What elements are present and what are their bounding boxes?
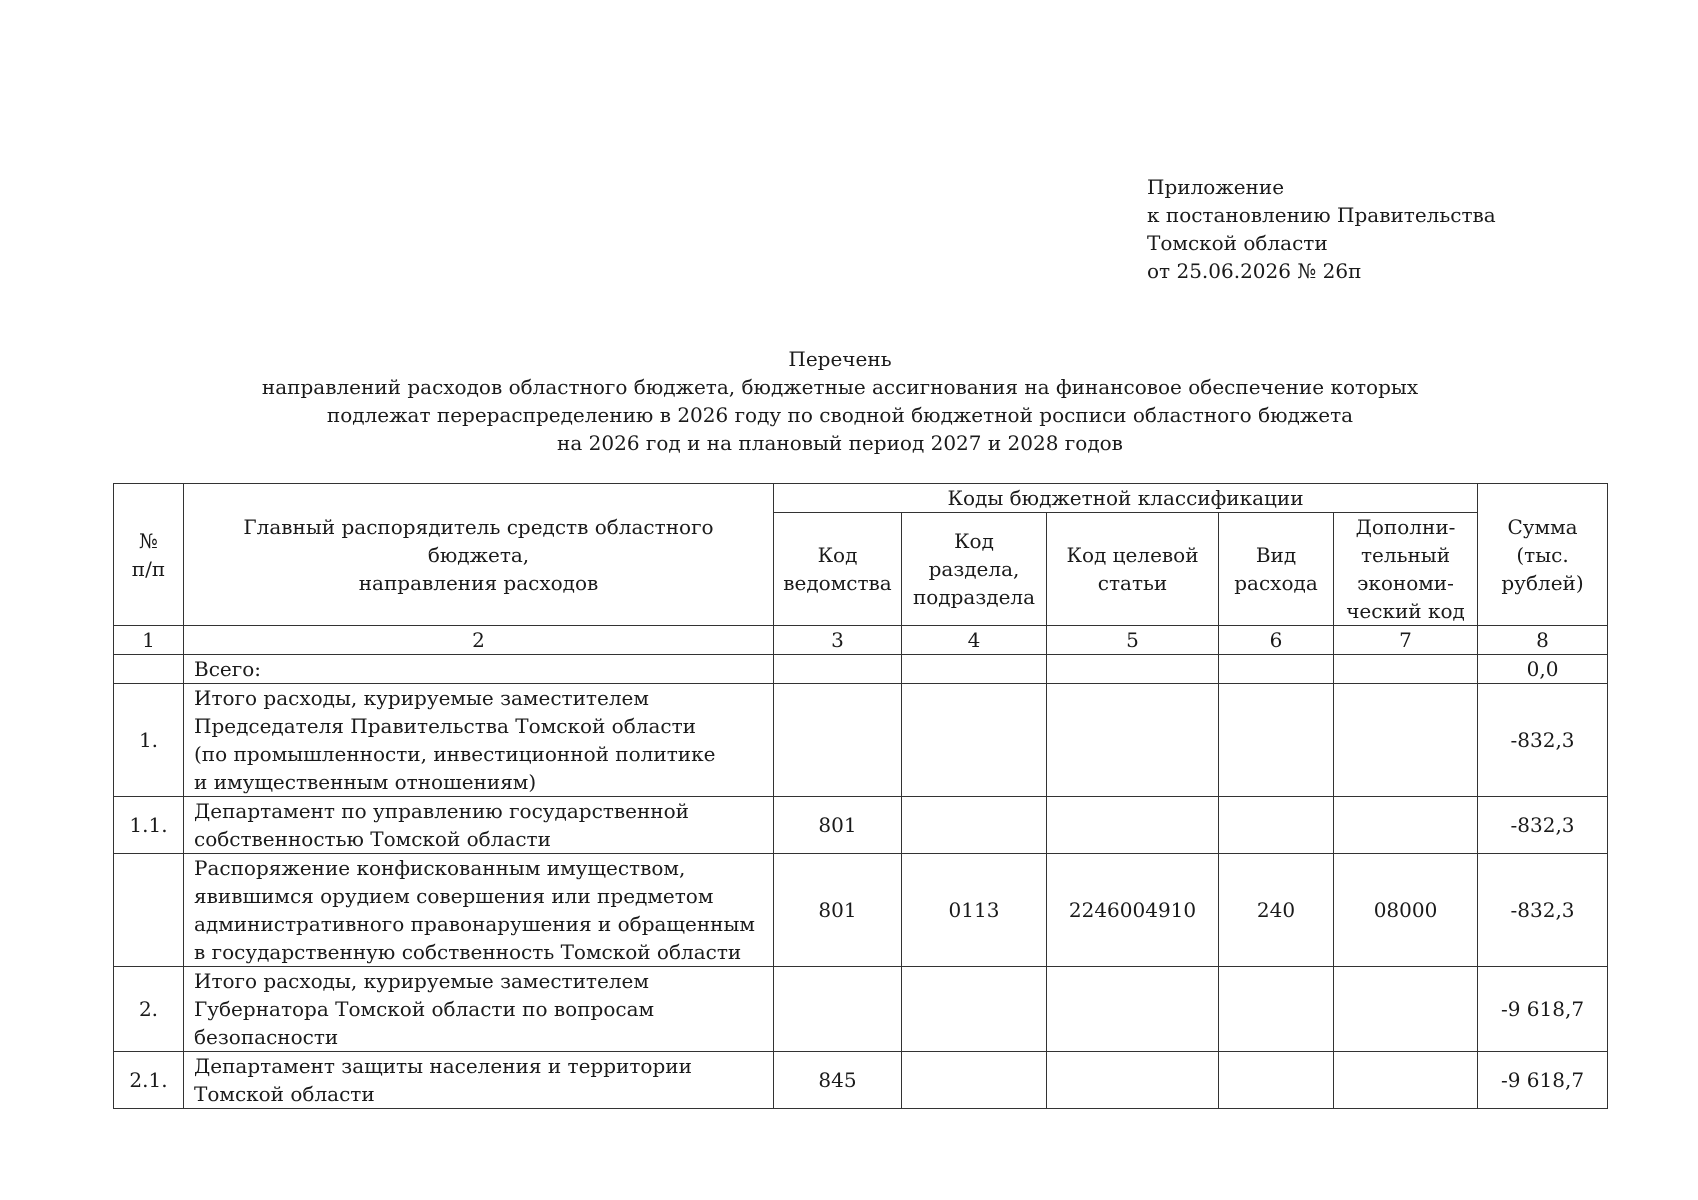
row-econ-code: [1334, 797, 1478, 854]
column-number: 1: [114, 626, 184, 655]
title-line: подлежат перераспределению в 2026 году по сводной бюджетной росписи областного бюджета: [326, 403, 1354, 427]
row-expense-type: 240: [1219, 854, 1334, 967]
appendix-line: Томской области: [1147, 231, 1328, 255]
row-target-code: [1047, 1052, 1219, 1109]
row-name: Итого расходы, курируемые заместителем Губернатора Томской области по вопросам безопасности: [184, 967, 774, 1052]
column-number: 5: [1047, 626, 1219, 655]
row-target-code: [1047, 797, 1219, 854]
row-section-code: [902, 684, 1047, 797]
header-section-code: Код раздела, подраздела: [902, 513, 1047, 626]
row-num: 1.1.: [114, 797, 184, 854]
row-dept-code: [774, 655, 902, 684]
row-dept-code: 801: [774, 854, 902, 967]
table-row-total: [114, 655, 1608, 684]
column-number: 8: [1478, 626, 1608, 655]
title-line: на 2026 год и на плановый период 2027 и 2028 годов: [557, 431, 1123, 455]
row-expense-type: [1219, 797, 1334, 854]
column-number: 3: [774, 626, 902, 655]
row-dept-code: [774, 967, 902, 1052]
row-sum: -832,3: [1478, 854, 1608, 967]
row-sum: -9 618,7: [1478, 967, 1608, 1052]
header-econ-code: Дополни- тельный экономи- ческий код: [1334, 513, 1478, 626]
row-expense-type: [1219, 684, 1334, 797]
row-section-code: [902, 1052, 1047, 1109]
column-number: 6: [1219, 626, 1334, 655]
row-name: Всего:: [184, 655, 774, 684]
row-num: [114, 854, 184, 967]
table-row: [114, 1052, 1608, 1109]
title-line: направлений расходов областного бюджета, бюджетные ассигнования на финансовое обеспечение которых: [261, 375, 1419, 399]
row-section-code: [902, 967, 1047, 1052]
row-econ-code: [1334, 1052, 1478, 1109]
row-dept-code: 845: [774, 1052, 902, 1109]
table-row: [114, 967, 1608, 1052]
row-dept-code: 801: [774, 797, 902, 854]
row-name: Департамент по управлению государственной собственностью Томской области: [184, 797, 774, 854]
row-num: 1.: [114, 684, 184, 797]
row-name: Распоряжение конфискованным имуществом, явившимся орудием совершения или предметом административного правонарушения и обращенным в государственную собственность Томской области: [184, 854, 774, 967]
row-sum: 0,0: [1478, 655, 1608, 684]
budget-table: [113, 483, 1608, 1109]
row-econ-code: [1334, 655, 1478, 684]
row-econ-code: [1334, 967, 1478, 1052]
row-section-code: [902, 797, 1047, 854]
row-expense-type: [1219, 655, 1334, 684]
row-name: Итого расходы, курируемые заместителем Председателя Правительства Томской области (по промышленности, инвестиционной политике и имущественным отношениям): [184, 684, 774, 797]
appendix-line: к постановлению Правительства: [1147, 203, 1496, 227]
header-expense-type: Вид расхода: [1219, 513, 1334, 626]
row-econ-code: [1334, 684, 1478, 797]
row-econ-code: 08000: [1334, 854, 1478, 967]
table-row: [114, 797, 1608, 854]
row-num: 2.1.: [114, 1052, 184, 1109]
row-sum: -832,3: [1478, 797, 1608, 854]
row-expense-type: [1219, 1052, 1334, 1109]
table-row: [114, 684, 1608, 797]
header-codes-group: Коды бюджетной классификации: [774, 484, 1478, 513]
table-row: [114, 854, 1608, 967]
row-section-code: [902, 655, 1047, 684]
title-line: Перечень: [788, 347, 892, 371]
row-sum: -832,3: [1478, 684, 1608, 797]
header-sum: Сумма (тыс. рублей): [1478, 484, 1608, 626]
column-number-row: [114, 626, 1608, 655]
column-number: 2: [184, 626, 774, 655]
header-dept-code: Код ведомства: [774, 513, 902, 626]
row-target-code: [1047, 684, 1219, 797]
row-num: [114, 655, 184, 684]
column-number: 7: [1334, 626, 1478, 655]
column-number: 4: [902, 626, 1047, 655]
row-target-code: [1047, 655, 1219, 684]
row-target-code: 2246004910: [1047, 854, 1219, 967]
appendix-block: [1147, 173, 1496, 285]
row-sum: -9 618,7: [1478, 1052, 1608, 1109]
row-target-code: [1047, 967, 1219, 1052]
row-name: Департамент защиты населения и территории Томской области: [184, 1052, 774, 1109]
row-section-code: 0113: [902, 854, 1047, 967]
row-dept-code: [774, 684, 902, 797]
row-expense-type: [1219, 967, 1334, 1052]
row-num: 2.: [114, 967, 184, 1052]
document-title: [100, 345, 1580, 457]
header-name: Главный распорядитель средств областного бюджета, направления расходов: [184, 484, 774, 626]
appendix-line: от 25.06.2026 № 26п: [1147, 259, 1362, 283]
appendix-line: Приложение: [1147, 175, 1285, 199]
header-num: № п/п: [114, 484, 184, 626]
header-target-code: Код целевой статьи: [1047, 513, 1219, 626]
